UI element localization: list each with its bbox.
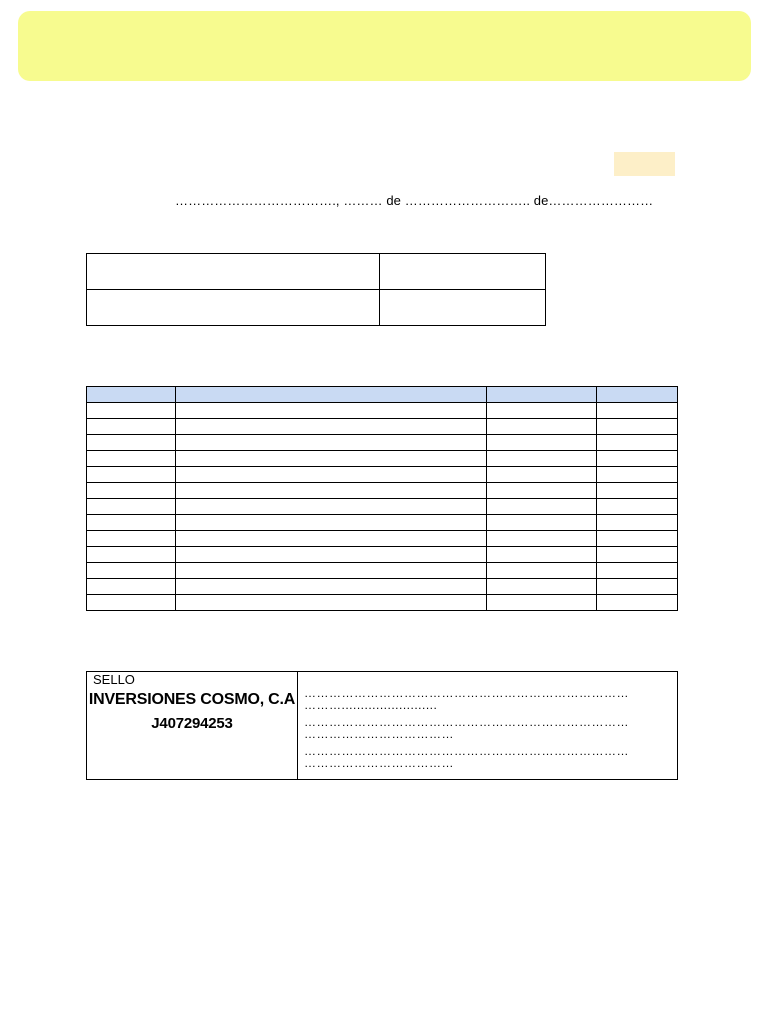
table-header-row <box>87 387 678 403</box>
sello-label: SELLO <box>93 672 135 687</box>
table-cell <box>87 563 176 579</box>
signature-line: ………......................... <box>304 697 438 712</box>
column-header <box>597 387 678 403</box>
table-cell <box>597 579 678 595</box>
table-row <box>87 579 678 595</box>
table-cell <box>87 531 176 547</box>
table-cell <box>176 499 487 515</box>
signature-line: …………………………………………………………………… <box>304 744 629 758</box>
table-row <box>87 595 678 611</box>
table-cell <box>87 499 176 515</box>
column-header <box>487 387 597 403</box>
table-row <box>87 419 678 435</box>
table-cell <box>176 531 487 547</box>
table-cell <box>487 419 597 435</box>
table-row <box>87 483 678 499</box>
signature-lines <box>298 672 677 769</box>
table-cell <box>87 451 176 467</box>
signature-line: ……………………………… <box>304 755 454 770</box>
table-cell <box>487 531 597 547</box>
signature-line: …………………………………………………………………… <box>304 715 629 729</box>
table-row <box>87 499 678 515</box>
table-cell <box>597 467 678 483</box>
table-cell <box>380 254 546 290</box>
table-cell <box>487 563 597 579</box>
items-table-body <box>87 403 678 611</box>
table-cell <box>87 515 176 531</box>
table-cell <box>597 483 678 499</box>
table-cell <box>597 451 678 467</box>
table-cell <box>176 467 487 483</box>
table-cell <box>176 451 487 467</box>
table-cell <box>487 579 597 595</box>
table-cell <box>87 403 176 419</box>
table-cell <box>487 499 597 515</box>
table-cell <box>597 403 678 419</box>
stamp-cell <box>87 672 298 780</box>
table-cell <box>487 435 597 451</box>
table-cell <box>176 595 487 611</box>
signature-line: ……………………………… <box>304 726 454 741</box>
table-cell <box>87 435 176 451</box>
company-name: INVERSIONES COSMO, C.A <box>88 691 296 708</box>
table-cell <box>176 483 487 499</box>
table-row <box>87 672 678 780</box>
table-cell <box>87 290 380 326</box>
table-cell <box>597 499 678 515</box>
table-row <box>87 435 678 451</box>
table-cell <box>176 579 487 595</box>
table-cell <box>487 483 597 499</box>
info-table <box>86 253 546 326</box>
table-cell <box>176 515 487 531</box>
table-cell <box>87 467 176 483</box>
table-cell <box>487 515 597 531</box>
table-cell <box>487 595 597 611</box>
date-line: ………………………………., ……… de ……………………….. de…………………… <box>175 193 654 208</box>
table-row <box>87 563 678 579</box>
items-table <box>86 386 678 611</box>
table-row <box>87 531 678 547</box>
table-cell <box>87 483 176 499</box>
table-cell <box>176 563 487 579</box>
table-cell <box>87 595 176 611</box>
table-row <box>87 451 678 467</box>
table-cell <box>597 515 678 531</box>
table-cell <box>597 595 678 611</box>
table-row <box>87 403 678 419</box>
table-cell <box>87 547 176 563</box>
table-cell <box>87 419 176 435</box>
table-cell <box>87 579 176 595</box>
table-cell <box>176 547 487 563</box>
signature-cell <box>298 672 678 780</box>
table-cell <box>597 547 678 563</box>
header-banner <box>18 11 751 81</box>
table-cell <box>87 254 380 290</box>
table-cell <box>380 290 546 326</box>
table-cell <box>176 435 487 451</box>
column-header <box>176 387 487 403</box>
table-cell <box>597 435 678 451</box>
table-cell <box>597 563 678 579</box>
signature-table <box>86 671 678 780</box>
column-header <box>87 387 176 403</box>
table-cell <box>597 419 678 435</box>
table-row <box>87 547 678 563</box>
tag-box <box>614 152 675 176</box>
table-cell <box>176 403 487 419</box>
table-cell <box>487 451 597 467</box>
table-cell <box>176 419 487 435</box>
table-cell <box>597 531 678 547</box>
table-cell <box>487 467 597 483</box>
table-row <box>87 290 546 326</box>
table-cell <box>487 547 597 563</box>
table-row <box>87 254 546 290</box>
table-cell <box>487 403 597 419</box>
signature-line: …………………………………………………………………… <box>304 686 629 700</box>
table-row <box>87 467 678 483</box>
table-row <box>87 515 678 531</box>
company-rif: J407294253 <box>151 715 233 732</box>
